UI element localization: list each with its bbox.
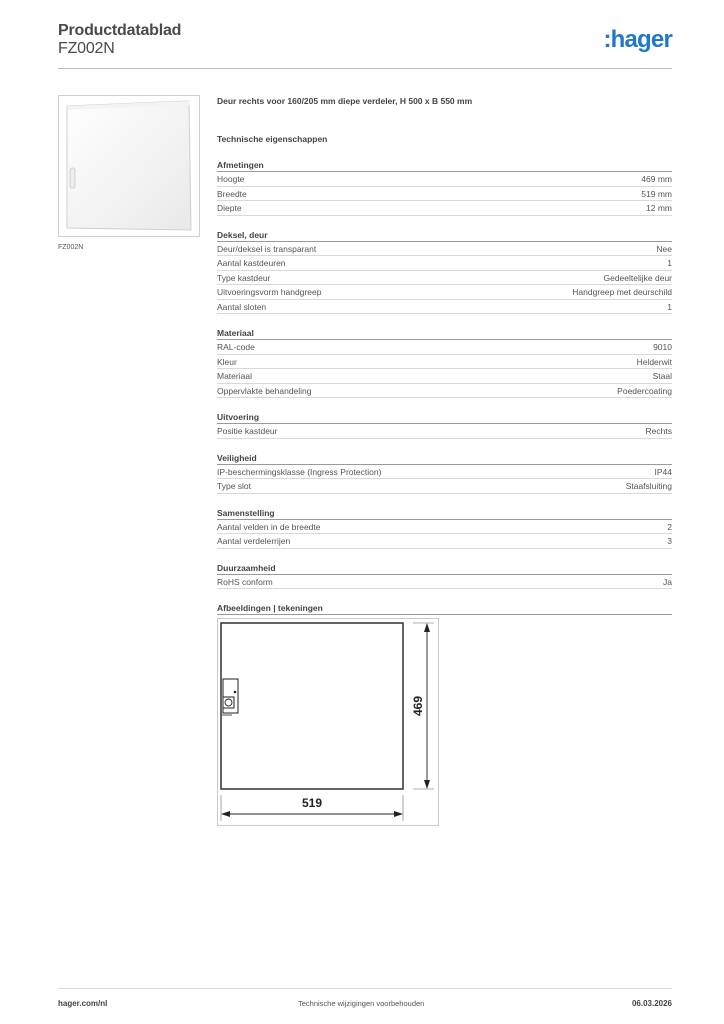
section-title: Afmetingen <box>217 158 672 172</box>
spec-row <box>217 534 672 549</box>
spec-value: Helderwit <box>636 356 672 367</box>
spec-label: Diepte <box>217 203 242 213</box>
spec-section <box>217 451 672 494</box>
spec-row <box>217 172 672 187</box>
section-title: Duurzaamheid <box>217 561 672 575</box>
spec-value: 12 mm <box>646 203 672 213</box>
spec-row <box>217 271 672 286</box>
spec-row <box>217 242 672 257</box>
spec-section <box>217 506 672 549</box>
footer-date: 06.03.2026 <box>631 999 672 1008</box>
product-description: Deur rechts voor 160/205 mm diepe verdeler, H 500 x B 550 mm <box>217 96 473 106</box>
spec-label: Aantal verdelerrijen <box>217 536 291 546</box>
spec-value: 9010 <box>653 342 672 352</box>
spec-row <box>217 424 672 439</box>
footer-divider <box>58 988 672 989</box>
spec-label: Type kastdeur <box>217 272 271 283</box>
spec-value: 2 <box>667 521 672 532</box>
spec-row <box>217 520 672 535</box>
spec-row <box>217 465 672 480</box>
spec-row <box>217 187 672 202</box>
spec-value: 469 mm <box>641 174 672 184</box>
product-image <box>58 95 200 237</box>
spec-row <box>217 256 672 271</box>
spec-value: Handgreep met deurschild <box>572 287 672 297</box>
image-caption: FZ002N <box>58 244 84 251</box>
spec-value: 3 <box>667 536 672 546</box>
spec-value: Staafsluiting <box>625 481 672 491</box>
spec-value: 519 mm <box>641 188 672 199</box>
section-title: Afbeeldingen | tekeningen <box>217 601 672 615</box>
spec-label: RAL-code <box>217 342 255 352</box>
spec-value: 1 <box>667 258 672 268</box>
spec-label: Aantal velden in de breedte <box>217 521 321 532</box>
product-code: FZ002N <box>58 40 115 57</box>
section-title: Uitvoering <box>217 410 672 424</box>
spec-row <box>217 575 672 590</box>
door-thumbnail-icon <box>59 96 199 236</box>
spec-row <box>217 340 672 355</box>
spec-label: Aantal kastdeuren <box>217 258 286 268</box>
spec-section <box>217 326 672 398</box>
hager-logo: :hager <box>603 26 672 53</box>
spec-label: Kleur <box>217 356 237 367</box>
spec-value: Gedeeltelijke deur <box>603 272 672 283</box>
spec-value: IP44 <box>654 466 672 477</box>
section-title: Veiligheid <box>217 451 672 465</box>
specifications <box>217 96 672 627</box>
spec-section <box>217 228 672 315</box>
spec-label: IP-beschermingsklasse (Ingress Protection) <box>217 466 382 477</box>
section-title: Materiaal <box>217 326 672 340</box>
spec-section <box>217 410 672 439</box>
section-title: Deksel, deur <box>217 228 672 242</box>
spec-row <box>217 369 672 384</box>
spec-row <box>217 355 672 370</box>
spec-section <box>217 601 672 615</box>
spec-label: RoHS conform <box>217 576 273 587</box>
drawing-height-label: 469 <box>411 695 425 717</box>
footer-website-link[interactable]: hager.com/nl <box>58 999 108 1008</box>
header-divider <box>58 68 672 69</box>
spec-row <box>217 201 672 216</box>
spec-label: Type slot <box>217 481 252 491</box>
spec-label: Positie kastdeur <box>217 426 278 436</box>
spec-value: 1 <box>667 301 672 312</box>
spec-label: Oppervlakte behandeling <box>217 385 312 396</box>
tech-properties-title: Technische eigenschappen <box>217 134 328 144</box>
spec-label: Materiaal <box>217 371 252 381</box>
spec-label: Uitvoeringsvorm handgreep <box>217 287 322 297</box>
spec-label: Deur/deksel is transparant <box>217 243 317 254</box>
document-title: Productdatablad <box>58 22 182 39</box>
spec-value: Ja <box>663 576 672 587</box>
section-title: Samenstelling <box>217 506 672 520</box>
spec-value: Nee <box>656 243 672 254</box>
door-drawing-icon <box>218 619 438 825</box>
spec-value: Rechts <box>645 426 672 436</box>
spec-row <box>217 479 672 494</box>
dimension-drawing <box>217 618 439 826</box>
drawing-width-label: 519 <box>301 796 323 810</box>
spec-row <box>217 285 672 300</box>
spec-label: Aantal sloten <box>217 301 267 312</box>
footer-disclaimer: Technische wijzigingen voorbehouden <box>298 999 425 1008</box>
spec-label: Breedte <box>217 188 247 199</box>
spec-section <box>217 561 672 590</box>
spec-value: Poedercoating <box>617 385 672 396</box>
spec-label: Hoogte <box>217 174 245 184</box>
spec-row <box>217 300 672 315</box>
spec-section <box>217 158 672 216</box>
spec-row <box>217 384 672 399</box>
spec-value: Staal <box>652 371 672 381</box>
